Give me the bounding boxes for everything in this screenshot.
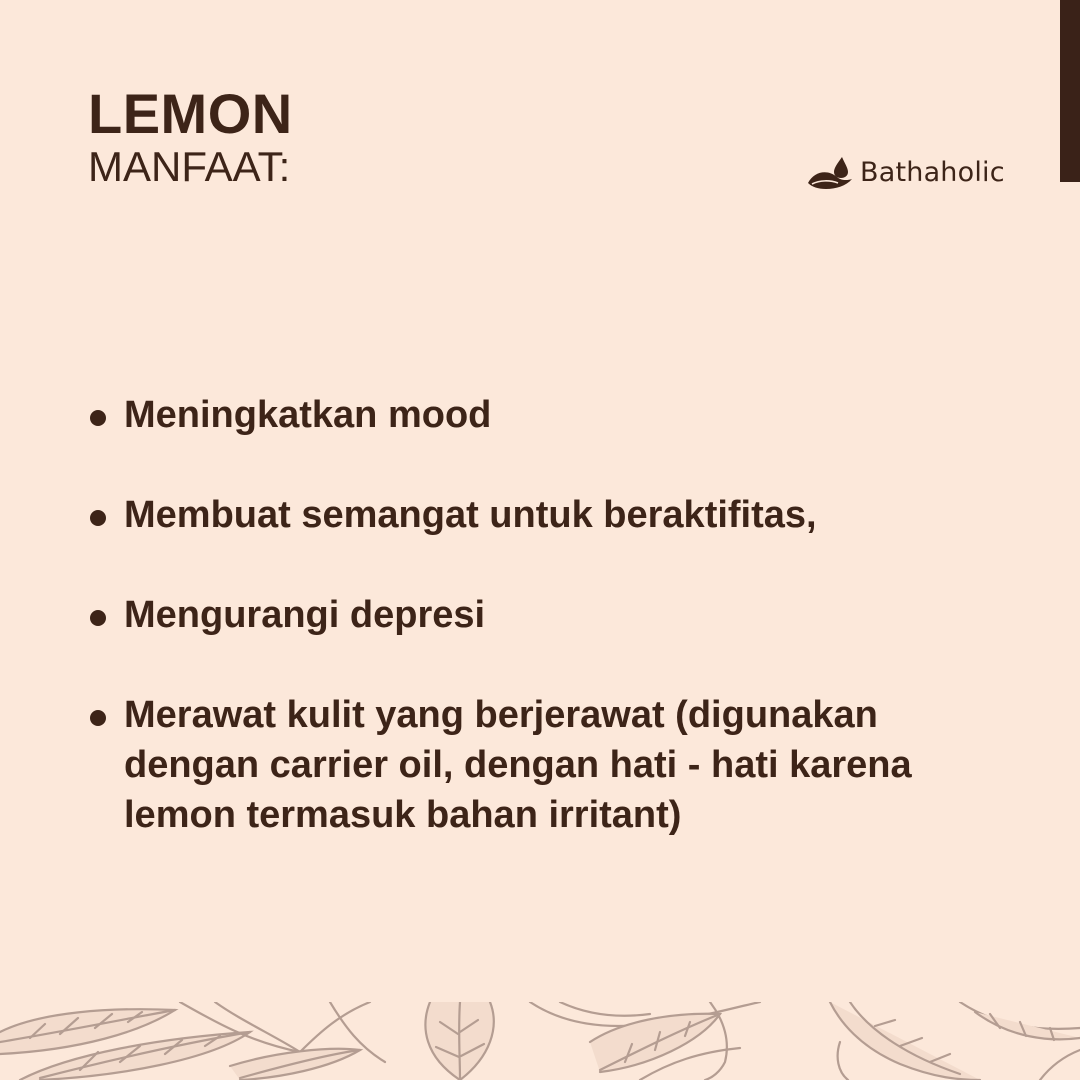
benefit-text: Mengurangi depresi	[124, 594, 486, 636]
bullet-icon	[90, 710, 106, 726]
accent-bar	[1060, 0, 1080, 182]
benefit-text: Membuat semangat untuk beraktifitas,	[124, 494, 817, 536]
bullet-icon	[90, 510, 106, 526]
list-item	[88, 490, 968, 540]
bullet-icon	[90, 610, 106, 626]
brand-name: Bathaholic	[860, 156, 1005, 188]
bullet-icon	[90, 410, 106, 426]
list-item	[88, 590, 968, 640]
benefits-list	[88, 390, 968, 890]
page-title: LEMON	[88, 82, 293, 145]
brand-logo	[806, 152, 1005, 192]
list-item	[88, 390, 968, 440]
benefit-text: Meningkatkan mood	[124, 394, 492, 436]
section-subtitle: MANFAAT:	[88, 143, 291, 190]
leaf-pattern-decoration	[0, 1002, 1080, 1080]
benefit-text: Merawat kulit yang berjerawat (digunakan dengan carrier oil, dengan hati - hati karena lemon termasuk bahan irritant)	[124, 694, 912, 836]
list-item	[88, 690, 968, 840]
oil-drop-leaf-icon	[806, 153, 854, 191]
